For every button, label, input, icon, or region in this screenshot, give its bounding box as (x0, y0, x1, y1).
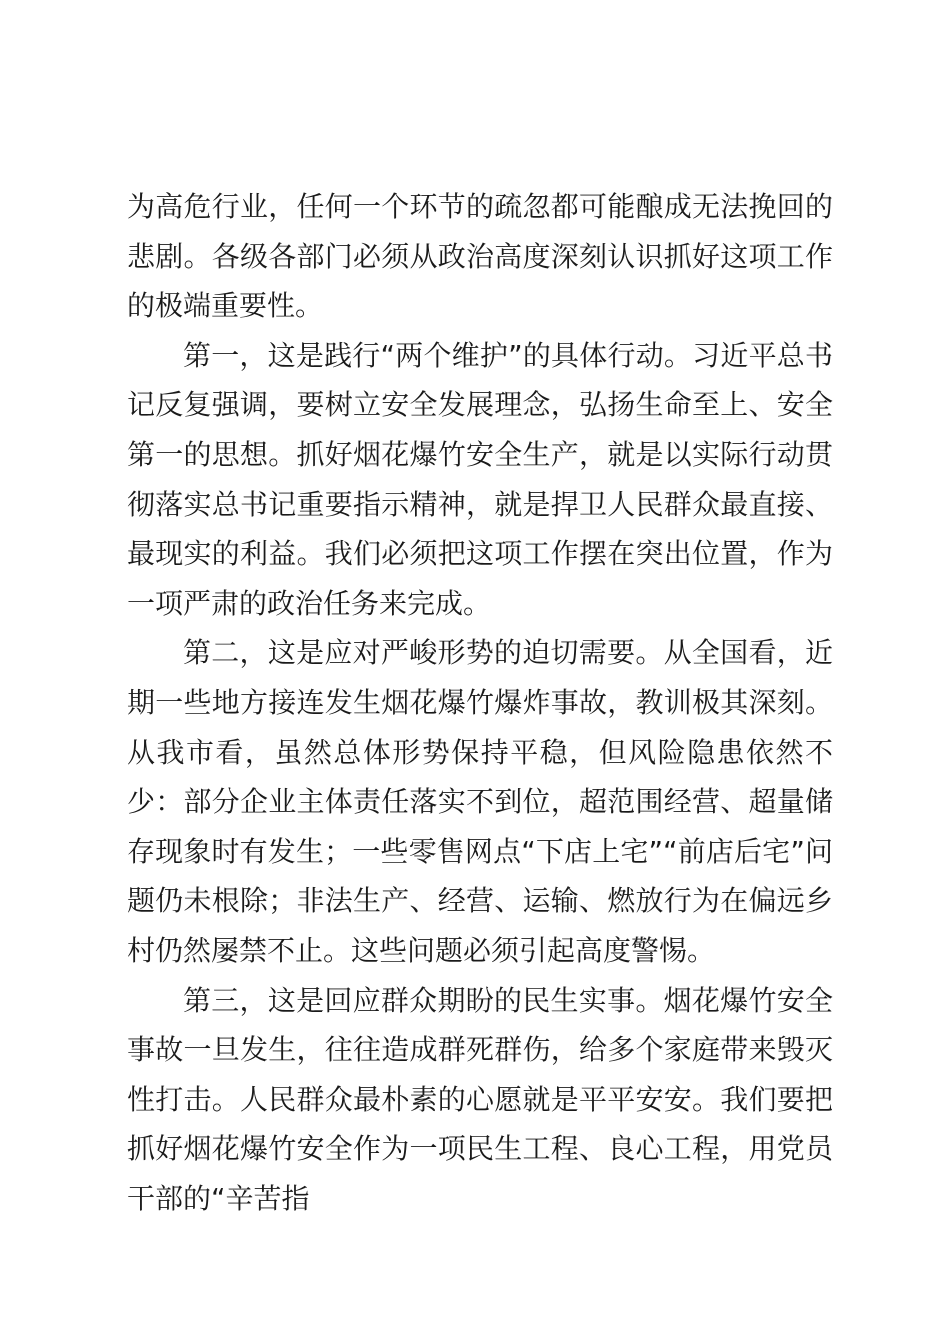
paragraph-first-point: 第一，这是践行“两个维护”的具体行动。习近平总书记反复强调，要树立安全发展理念，弘扬生命至上、安全第一的思想。抓好烟花爆竹安全生产，就是以实际行动贯彻落实总书记重要指示精神，就是捍卫人民群众最直接、最现实的利益。我们必须把这项工作摆在突出位置，作为一项严肃的政治任务来完成。 (127, 338, 833, 620)
body-text (127, 182, 833, 1223)
paragraph-third-point: 第三，这是回应群众期盼的民生实事。烟花爆竹安全事故一旦发生，往往造成群死群伤，给多个家庭带来毁灭性打击。人民群众最朴素的心愿就是平平安安。我们要把抓好烟花爆竹安全作为一项民生工程、良心工程，用党员干部的“辛苦指 (127, 983, 833, 1215)
paragraph-second-point: 第二，这是应对严峻形势的迫切需要。从全国看，近期一些地方接连发生烟花爆竹爆炸事故，教训极其深刻。从我市看，虽然总体形势保持平稳，但风险隐患依然不少：部分企业主体责任落实不到位，超范围经营、超量储存现象时有发生；一些零售网点“下店上宅”“前店后宅”问题仍未根除；非法生产、经营、运输、燃放行为在偏远乡村仍然屡禁不止。这些问题必须引起高度警惕。 (127, 636, 833, 967)
paragraph-continued: 为高危行业，任何一个环节的疏忽都可能酿成无法挽回的悲剧。各级各部门必须从政治高度深刻认识抓好这项工作的极端重要性。 (127, 190, 833, 323)
